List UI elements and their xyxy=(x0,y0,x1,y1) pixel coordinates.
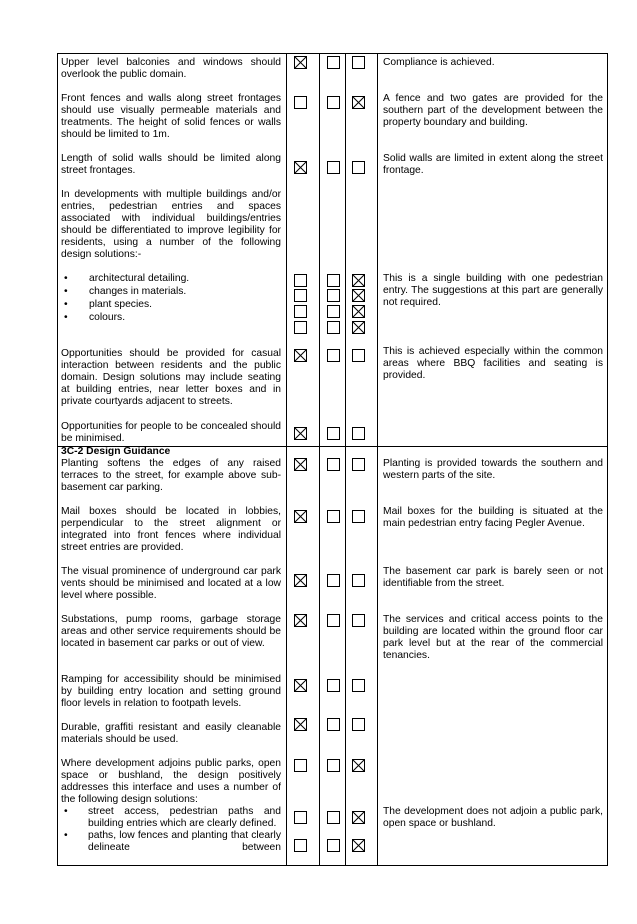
bullet-list xyxy=(61,806,281,854)
checkbox[interactable] xyxy=(327,305,340,318)
check-cross-icon xyxy=(295,459,306,470)
checkbox[interactable] xyxy=(327,510,340,523)
compliance-comment: Planting is provided towards the southern and western parts of the site. xyxy=(383,458,603,481)
check-cross-icon xyxy=(353,275,364,286)
checkbox[interactable] xyxy=(327,349,340,362)
check-cross-icon xyxy=(295,428,306,439)
checkbox[interactable] xyxy=(294,161,307,174)
check-cross-icon xyxy=(295,162,306,173)
checkbox[interactable] xyxy=(294,349,307,362)
checkbox[interactable] xyxy=(327,289,340,302)
checkbox[interactable] xyxy=(352,289,365,302)
checkbox[interactable] xyxy=(352,811,365,824)
requirement-text: Durable, graffiti resistant and easily cleanable materials should be used. xyxy=(61,722,281,745)
check-cross-icon xyxy=(295,615,306,626)
requirement-text: Front fences and walls along street frontages should use visually permeable materials and treatments. The height of solid fences or walls should be limited to 1m. xyxy=(61,93,281,140)
checkbox[interactable] xyxy=(352,305,365,318)
checkbox[interactable] xyxy=(327,161,340,174)
check-cross-icon xyxy=(353,290,364,301)
requirement-text: Opportunities should be provided for casual interaction between residents and the public domain. Design solutions may include seating at building entries, near letter boxes and in private courtyards adjacent to streets. xyxy=(61,348,281,407)
requirement-text: Opportunities for people to be concealed should be minimised. xyxy=(61,421,281,444)
checkbox[interactable] xyxy=(352,427,365,440)
check-cross-icon xyxy=(353,322,364,333)
checkbox[interactable] xyxy=(327,759,340,772)
checkbox[interactable] xyxy=(294,458,307,471)
checkbox[interactable] xyxy=(294,574,307,587)
requirement-text: Length of solid walls should be limited along street frontages. xyxy=(61,153,281,176)
checkbox[interactable] xyxy=(327,56,340,69)
checkbox[interactable] xyxy=(294,289,307,302)
checkbox[interactable] xyxy=(294,759,307,772)
checkbox[interactable] xyxy=(294,510,307,523)
checkbox[interactable] xyxy=(327,811,340,824)
column-divider xyxy=(319,53,320,866)
checkbox[interactable] xyxy=(294,321,307,334)
checkbox[interactable] xyxy=(352,56,365,69)
checkbox[interactable] xyxy=(294,427,307,440)
checkbox[interactable] xyxy=(327,274,340,287)
check-cross-icon xyxy=(295,57,306,68)
checkbox[interactable] xyxy=(352,321,365,334)
checkbox[interactable] xyxy=(352,679,365,692)
checkbox[interactable] xyxy=(327,574,340,587)
requirement-text: In developments with multiple buildings and/or entries, pedestrian entries and spaces associated with individual buildings/entries should be differentiated to improve legibility for residents, using a number of the following design solutions:- xyxy=(61,189,281,260)
compliance-comment: Mail boxes for the building is situated at the main pedestrian entry facing Pegler Avenue. xyxy=(383,506,603,529)
list-item: • paths, low fences and planting that clearly delineate between xyxy=(64,830,281,853)
section-heading: 3C-2 Design Guidance xyxy=(61,446,171,457)
compliance-comment: The basement car park is barely seen or not identifiable from the street. xyxy=(383,566,603,589)
checkbox[interactable] xyxy=(294,718,307,731)
checkbox[interactable] xyxy=(327,614,340,627)
compliance-comment: Compliance is achieved. xyxy=(383,57,495,68)
checkbox[interactable] xyxy=(294,679,307,692)
checkbox[interactable] xyxy=(294,305,307,318)
checkbox[interactable] xyxy=(294,274,307,287)
checkbox[interactable] xyxy=(327,96,340,109)
checkbox[interactable] xyxy=(327,718,340,731)
checkbox[interactable] xyxy=(352,759,365,772)
check-cross-icon xyxy=(295,575,306,586)
column-divider xyxy=(377,53,378,866)
checkbox[interactable] xyxy=(352,161,365,174)
requirement-text: Substations, pump rooms, garbage storage areas and other service requirements should be located in basement car parks or out of view. xyxy=(61,614,281,649)
checkbox[interactable] xyxy=(327,427,340,440)
checkbox[interactable] xyxy=(327,321,340,334)
check-cross-icon xyxy=(353,812,364,823)
checkbox[interactable] xyxy=(352,718,365,731)
check-cross-icon xyxy=(295,511,306,522)
checkbox[interactable] xyxy=(352,574,365,587)
compliance-comment: This is achieved especially within the common areas where BBQ facilities and seating is provided. xyxy=(383,346,603,381)
check-cross-icon xyxy=(353,97,364,108)
check-cross-icon xyxy=(295,719,306,730)
compliance-comment: The development does not adjoin a public park, open space or bushland. xyxy=(383,806,603,829)
list-item: • street access, pedestrian paths and building entries which are clearly defined. xyxy=(64,806,281,829)
requirement-text: Ramping for accessibility should be minimised by building entry location and setting ground floor levels in relation to footpath levels. xyxy=(61,674,281,709)
compliance-comment: The services and critical access points to the building are located within the ground floor car park level but at the rear of the commercial tenancies. xyxy=(383,614,603,661)
checkbox[interactable] xyxy=(352,458,365,471)
checkbox[interactable] xyxy=(352,96,365,109)
checkbox[interactable] xyxy=(352,614,365,627)
checkbox[interactable] xyxy=(352,349,365,362)
requirement-text: Planting softens the edges of any raised terraces to the street, for example above sub-basement car parking. xyxy=(61,458,281,493)
check-cross-icon xyxy=(353,760,364,771)
compliance-comment: Solid walls are limited in extent along the street frontage. xyxy=(383,153,603,176)
check-cross-icon xyxy=(353,840,364,851)
checkbox[interactable] xyxy=(294,811,307,824)
checkbox[interactable] xyxy=(294,614,307,627)
checkbox[interactable] xyxy=(327,839,340,852)
checkbox[interactable] xyxy=(352,274,365,287)
requirement-text: The visual prominence of underground car park vents should be minimised and located at a low level where possible. xyxy=(61,566,281,601)
checkbox[interactable] xyxy=(327,458,340,471)
requirement-text: Mail boxes should be located in lobbies, perpendicular to the street alignment or integrated into front fences where individual street entries are provided. xyxy=(61,506,281,553)
requirement-text: Where development adjoins public parks, open space or bushland, the design positively addresses this interface and uses a number of the following design solutions: xyxy=(61,758,281,805)
compliance-comment: This is a single building with one pedestrian entry. The suggestions at this part are generally not required. xyxy=(383,273,603,308)
requirement-text: Upper level balconies and windows should overlook the public domain. xyxy=(61,57,281,80)
checkbox[interactable] xyxy=(294,96,307,109)
checkbox[interactable] xyxy=(327,679,340,692)
column-divider xyxy=(286,53,287,866)
check-cross-icon xyxy=(295,350,306,361)
checkbox[interactable] xyxy=(294,56,307,69)
column-divider xyxy=(345,53,346,866)
compliance-comment: A fence and two gates are provided for the southern part of the development between the property boundary and building. xyxy=(383,93,603,128)
check-cross-icon xyxy=(295,680,306,691)
check-cross-icon xyxy=(353,306,364,317)
checkbox[interactable] xyxy=(352,839,365,852)
checkbox[interactable] xyxy=(294,839,307,852)
checkbox[interactable] xyxy=(352,510,365,523)
